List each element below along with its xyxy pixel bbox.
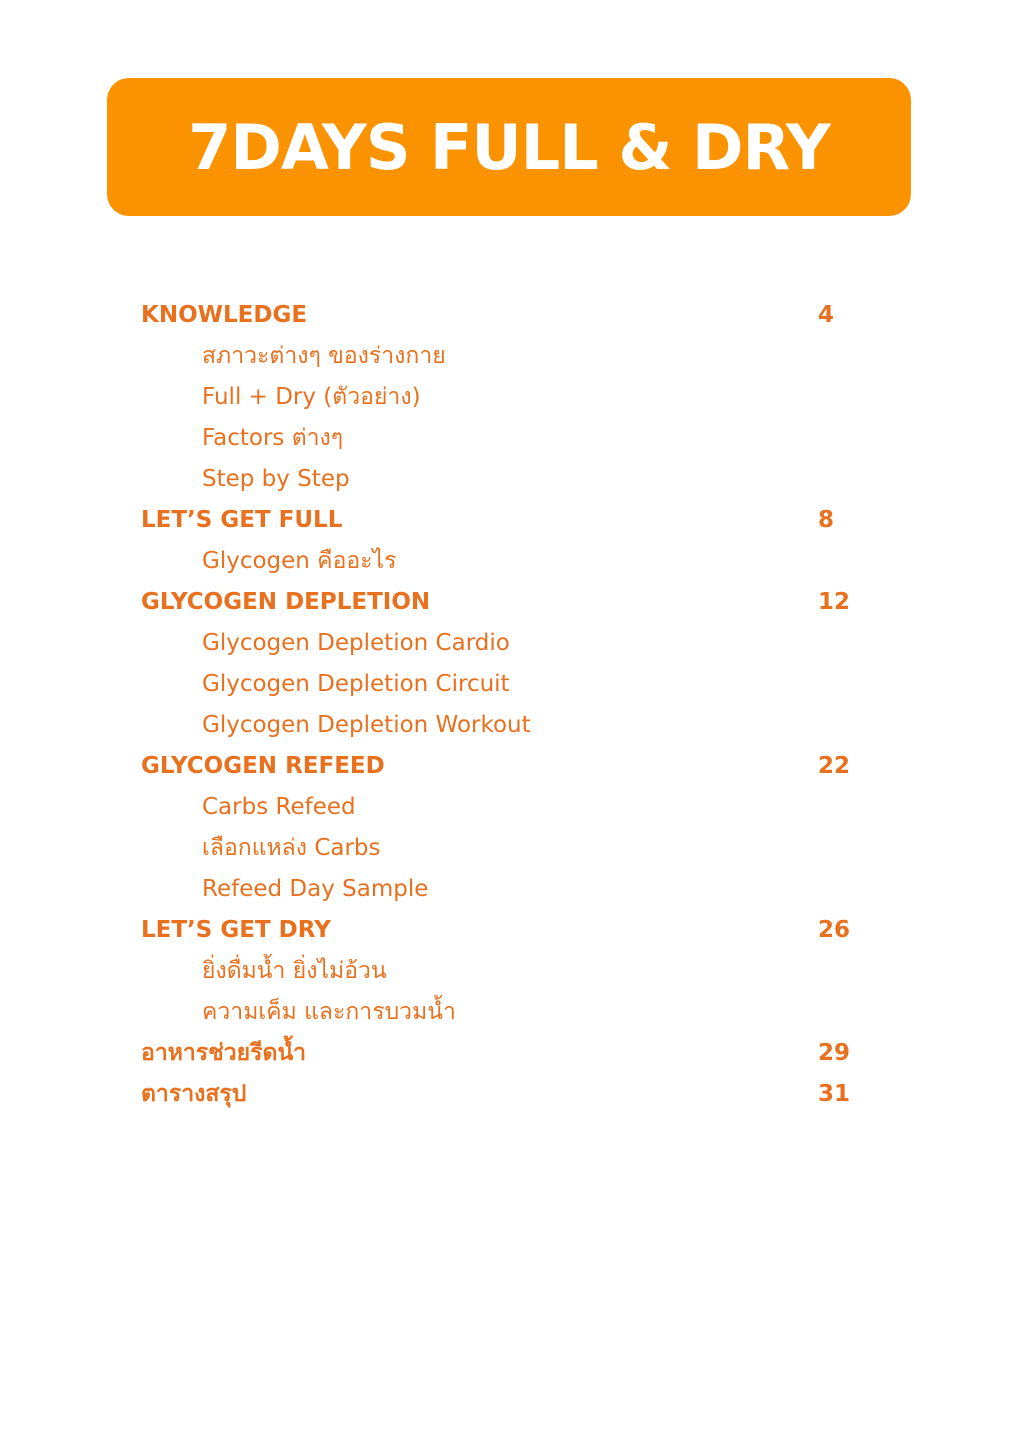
toc-section-lets-get-dry[interactable] — [141, 909, 861, 950]
toc-subitem[interactable] — [141, 376, 861, 417]
page-number: 26 — [818, 916, 851, 943]
toc-section-summary-table[interactable] — [141, 1073, 861, 1114]
subitem-label: Glycogen Depletion Circuit — [202, 670, 510, 697]
toc-subitem[interactable] — [141, 663, 861, 704]
page-number: 12 — [818, 588, 851, 615]
toc-subitem[interactable] — [141, 950, 861, 991]
subitem-label: Glycogen Depletion Cardio — [202, 629, 510, 656]
subitem-label: Factors ต่างๆ — [202, 424, 344, 451]
toc-subitem[interactable] — [141, 335, 861, 376]
page-number: 8 — [818, 506, 835, 533]
toc-subitem[interactable] — [141, 540, 861, 581]
subitem-label: ยิ่งดื่มน้ำ ยิ่งไม่อ้วน — [202, 957, 387, 984]
toc-section-lets-get-full[interactable] — [141, 499, 861, 540]
toc-section-glycogen-refeed[interactable] — [141, 745, 861, 786]
subitem-label: เลือกแหล่ง Carbs — [202, 834, 381, 861]
toc-subitem[interactable] — [141, 458, 861, 499]
subitem-label: Step by Step — [202, 465, 350, 492]
toc-section-knowledge[interactable] — [141, 294, 861, 335]
toc-subitem[interactable] — [141, 704, 861, 745]
toc-subitem[interactable] — [141, 417, 861, 458]
toc-section-glycogen-depletion[interactable] — [141, 581, 861, 622]
subitem-label: Glycogen คืออะไร — [202, 547, 397, 574]
page-title: 7DAYS FULL & DRY — [188, 110, 830, 184]
section-title: ตารางสรุป — [141, 1080, 247, 1107]
table-of-contents — [141, 294, 861, 1114]
section-title: GLYCOGEN DEPLETION — [141, 588, 431, 615]
toc-subitem[interactable] — [141, 868, 861, 909]
section-title: LET’S GET FULL — [141, 506, 343, 533]
toc-section-water-reducing-foods[interactable] — [141, 1032, 861, 1073]
subitem-label: Carbs Refeed — [202, 793, 356, 820]
page-number: 4 — [818, 301, 835, 328]
toc-subitem[interactable] — [141, 622, 861, 663]
page-number: 29 — [818, 1039, 851, 1066]
section-title: อาหารช่วยรีดน้ำ — [141, 1039, 307, 1066]
page-number: 31 — [818, 1080, 851, 1107]
toc-subitem[interactable] — [141, 991, 861, 1032]
section-title: GLYCOGEN REFEED — [141, 752, 385, 779]
subitem-label: Glycogen Depletion Workout — [202, 711, 531, 738]
toc-subitem[interactable] — [141, 827, 861, 868]
subitem-label: Refeed Day Sample — [202, 875, 429, 902]
title-banner — [107, 78, 911, 216]
toc-subitem[interactable] — [141, 786, 861, 827]
section-title: LET’S GET DRY — [141, 916, 331, 943]
section-title: KNOWLEDGE — [141, 301, 308, 328]
page-number: 22 — [818, 752, 851, 779]
subitem-label: Full + Dry (ตัวอย่าง) — [202, 383, 421, 410]
subitem-label: สภาวะต่างๆ ของร่างกาย — [202, 342, 446, 369]
subitem-label: ความเค็ม และการบวมน้ำ — [202, 998, 456, 1025]
